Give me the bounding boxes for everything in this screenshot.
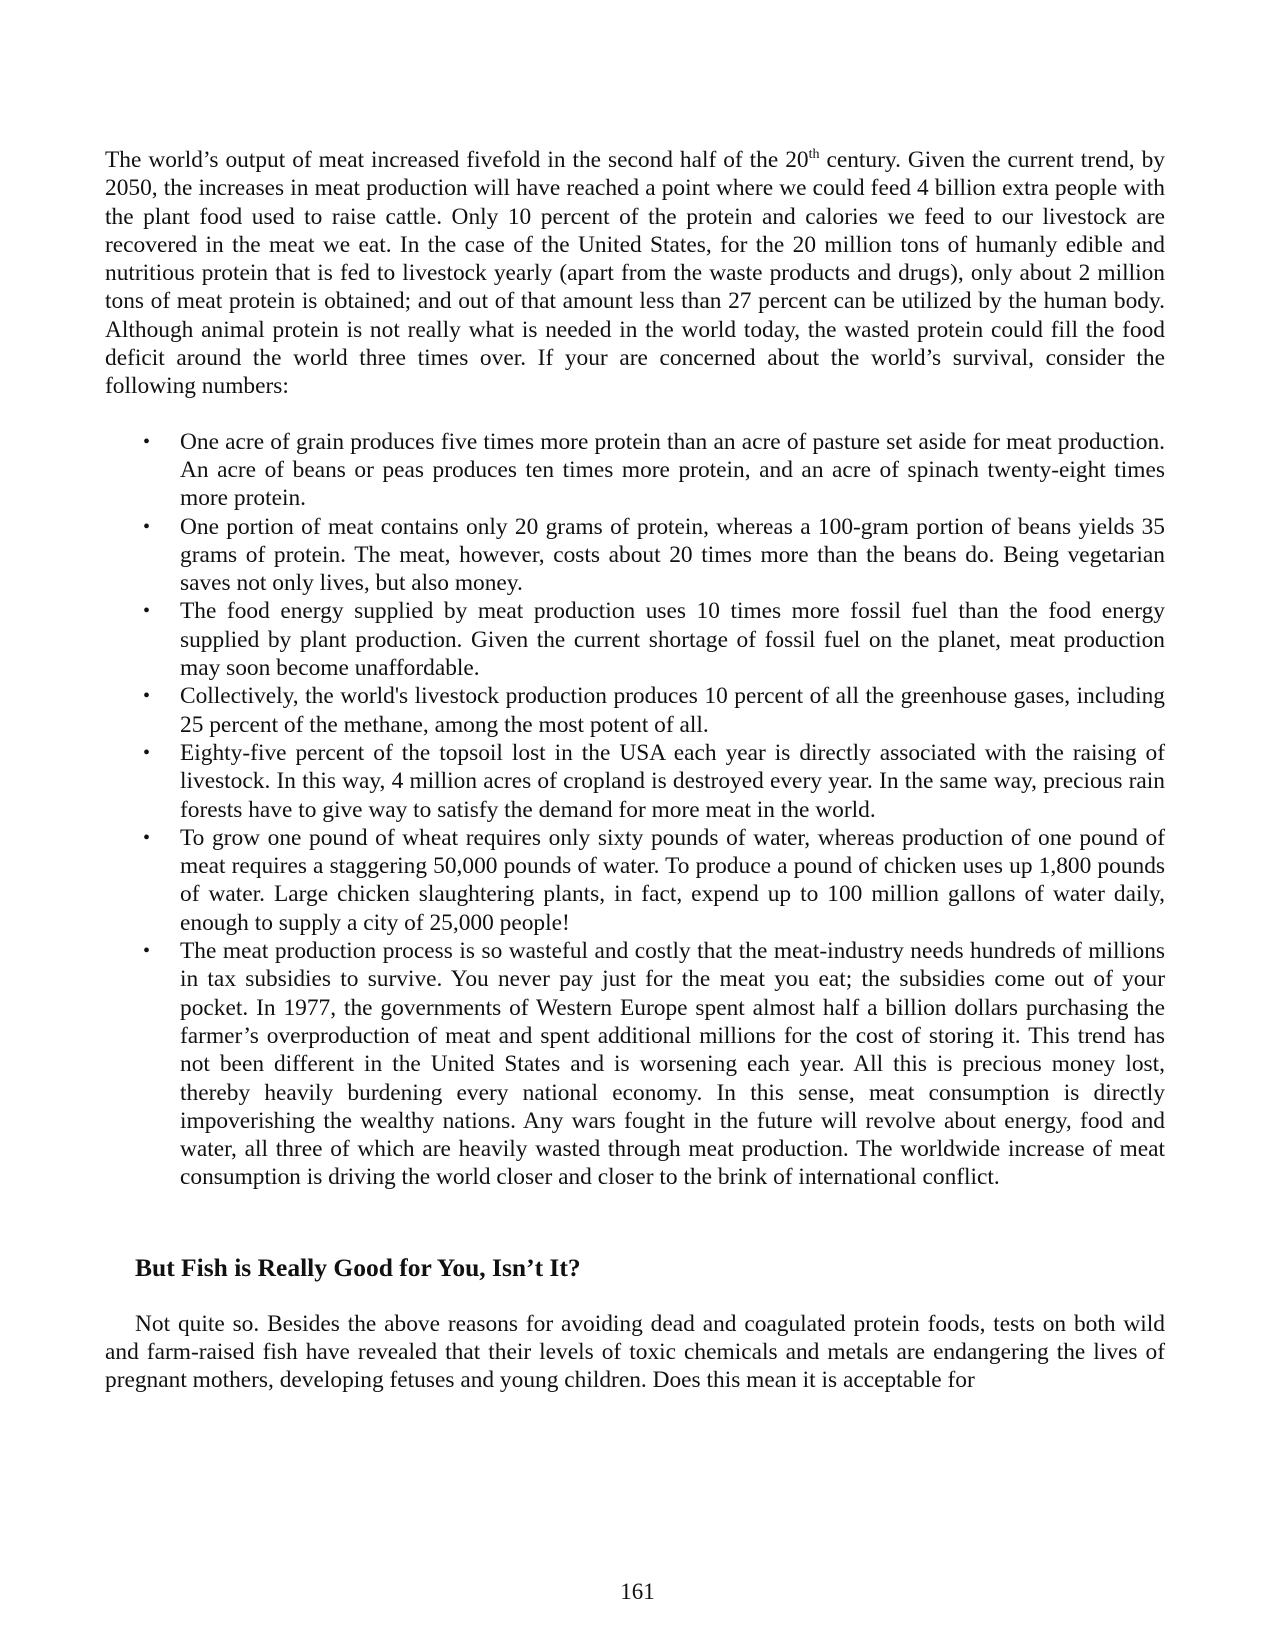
intro-text-start: The world’s output of meat increased fivefold in the second half of the 20 (105, 147, 809, 173)
list-item (105, 682, 1165, 739)
list-item (105, 597, 1165, 682)
bullet-list (105, 428, 1165, 1192)
intro-text-end: century. Given the current trend, by 2050, the increases in meat production will have reached a point where we could feed 4 billion extra people with the plant food used to raise cattle. Only 10 percent of the protein and calories we feed to our livestock are recovered in the meat we eat. In the case of the United States, for the 20 million tons of humanly edible and nutritious protein that is fed to livestock yearly (apart from the waste products and drugs), only about 2 million tons of meat protein is obtained; and out of that amount less than 27 percent can be utilized by the human body. Although animal protein is not really what is needed in the world today, the wasted protein could fill the food deficit around the world three times over. If your are concerned about the world’s survival, consider the following numbers: (105, 147, 1166, 400)
bullet-icon: • (143, 741, 151, 764)
list-item (105, 739, 1165, 824)
list-item-text: The meat production process is so wasteful and costly that the meat-industry needs hundreds of millions in tax subsidies to survive. You never pay just for the meat you eat; the subsidies come out of your pocket. In 1977, the governments of Western Europe spent almost half a billion dollars purchasing the farmer’s overproduction of meat and spent additional millions for the cost of storing it. This trend has not been different in the United States and is worsening each year. All this is precious money lost, thereby heavily burdening every national economy. In this sense, meat consumption is directly impoverishing the wealthy nations. Any wars fought in the future will revolve about energy, food and water, all three of which are heavily wasted through meat production. The worldwide increase of meat consumption is driving the world closer and closer to the brink of international conflict. (180, 938, 1165, 1191)
section-paragraph: Not quite so. Besides the above reasons for avoiding dead and coagulated protein foods, tests on both wild and farm-raised fish have revealed that their levels of toxic chemicals and metals are endangering the lives of pregnant mothers, developing fetuses and young children. Does this mean it is acceptable for (105, 1310, 1165, 1394)
section-heading: But Fish is Really Good for You, Isn’t It? (135, 1252, 581, 1282)
list-item-text: To grow one pound of wheat requires only sixty pounds of water, whereas production of one pound of meat requires a staggering 50,000 pounds of water. To produce a pound of chicken uses up 1,800 pounds of water. Large chicken slaughtering plants, in fact, expend up to 100 million gallons of water daily, enough to supply a city of 25,000 people! (180, 824, 1165, 936)
list-item-text: One acre of grain produces five times more protein than an acre of pasture set aside for meat production. An acre of beans or peas produces ten times more protein, and an acre of spinach twenty-eight times more protein. (180, 428, 1165, 512)
list-item (105, 428, 1165, 513)
bullet-icon: • (143, 826, 151, 849)
list-item (105, 513, 1165, 598)
bullet-icon: • (143, 600, 151, 623)
list-item-text: The food energy supplied by meat production uses 10 times more fossil fuel than the food energy supplied by plant production. Given the current shortage of fossil fuel on the planet, meat production may soon become unaffordable. (180, 598, 1165, 682)
intro-paragraph (105, 146, 1165, 401)
bullet-icon: • (143, 430, 151, 453)
list-item-text: One portion of meat contains only 20 grams of protein, whereas a 100-gram portion of beans yields 35 grams of protein. The meat, however, costs about 20 times more than the beans do. Being vegetarian saves not only lives, but also money. (180, 513, 1165, 597)
page-body (105, 146, 1165, 1395)
ordinal-superscript: th (808, 147, 820, 162)
list-item (105, 824, 1165, 937)
list-item-text: Eighty-five percent of the topsoil lost in the USA each year is directly associated with the raising of livestock. In this way, 4 million acres of cropland is destroyed every year. In the same way, precious rain forests have to give way to satisfy the demand for more meat in the world. (180, 739, 1165, 823)
page-number: 161 (620, 1579, 655, 1604)
bullet-icon: • (143, 940, 151, 963)
list-item (105, 937, 1165, 1192)
list-item-text: Collectively, the world's livestock production produces 10 percent of all the greenhouse gases, including 25 percent of the methane, among the most potent of all. (180, 683, 1165, 738)
bullet-icon: • (143, 515, 151, 538)
bullet-icon: • (143, 685, 151, 708)
